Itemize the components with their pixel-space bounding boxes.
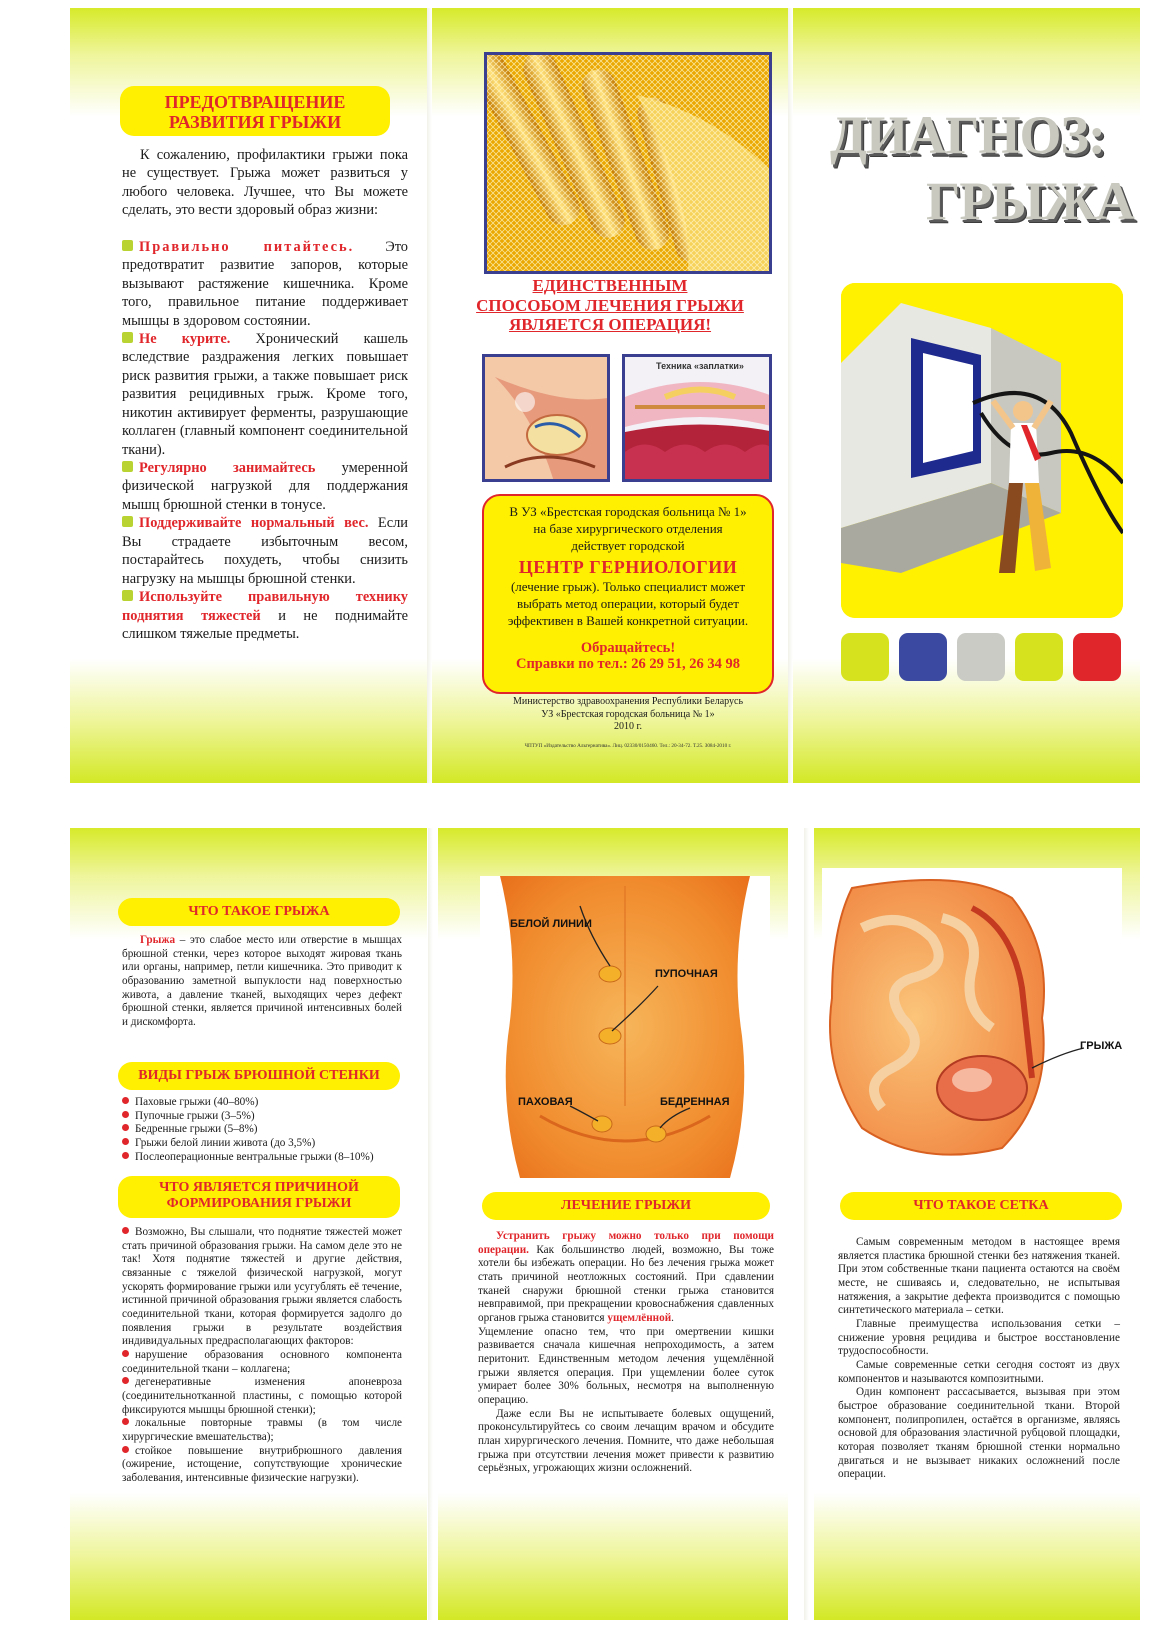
prevention-intro: К сожалению, профилактики грыжи пока не существует. Грыжа может развиться у любого человека. Лучшее, что Вы можете сделать, это вести здоровый образ жизни: bbox=[122, 147, 408, 219]
operation-slogan bbox=[450, 276, 770, 335]
slogan-line1: ЕДИНСТВЕННЫМ bbox=[532, 276, 688, 295]
bullet-icon bbox=[122, 1097, 129, 1104]
hospital-line: УЗ «Брестская городская больница № 1» bbox=[541, 708, 715, 720]
brochure-outer-side bbox=[70, 8, 1140, 783]
intestines-hernia-icon bbox=[822, 868, 1122, 1168]
swatch-blue bbox=[899, 633, 947, 681]
list-item bbox=[122, 1096, 412, 1110]
list-item bbox=[122, 1110, 412, 1124]
list-item-label: Паховые грыжи (40–80%) bbox=[135, 1096, 259, 1108]
definition-text: – это слабое место или отверстие в мышцах брюшной стенки, через которое выходят жировая ткань или органы, например, петли кишечника. Это приводит к образованию заметной выпуклости над поверхностью живота, а давление тканей, выходящих через дефект брюшной стенки, является причиной интенсивных болей и дискомфорта. bbox=[122, 934, 402, 1028]
tip-item bbox=[122, 514, 408, 588]
info-line: на базе хирургического отделения bbox=[533, 520, 723, 536]
factor-item bbox=[122, 1349, 402, 1376]
cover-illustration bbox=[841, 283, 1123, 618]
tip-text: Хронический кашель вследствие раздражения легких повышает риск развития грыжи, а также повышает риск развития рецидивных грыж. Кроме того, никотин активирует ферменты, разрушающие коллаген (главный компонент соединительной ткани). bbox=[122, 330, 408, 458]
center-info-text bbox=[484, 579, 772, 630]
tip-head: Используйте правильную технику поднятия тяжестей bbox=[122, 589, 408, 624]
tip-head: Регулярно занимайтесь bbox=[139, 460, 316, 476]
bullet-icon bbox=[122, 1377, 129, 1384]
label-white-line: БЕЛОЙ ЛИНИИ bbox=[510, 918, 592, 930]
bullet-icon bbox=[122, 461, 133, 472]
abdomen-illustration bbox=[480, 876, 770, 1178]
list-item bbox=[122, 1137, 412, 1151]
treatment-text-1: Как большинство людей, возможно, Вы тоже хотели бы избежать операции. Но без лечения грыжа может стать причиной неотложных состояний. При сдавлении тканей снаружи брюшной стенки грыжа становится невправимой, при прекращении кровоснабжения сдавленных органов грыжа становится bbox=[478, 1243, 774, 1324]
treatment-paragraph: Даже если Вы не испытываете болевых ощущений, проконсультируйтесь со своим лечащим врачом и обсудите план хирургического лечения. Помните, что даже небольшая грыжа при отсутствии лечения может привести к развитию серьёзных, угрожающих жизни осложнений. bbox=[478, 1407, 774, 1475]
cover-title-line2: ГРЫЖА bbox=[926, 171, 1134, 231]
info-line: эффективен в Вашей конкретной ситуации. bbox=[507, 612, 749, 628]
hernia-types-title: ВИДЫ ГРЫЖ БРЮШНОЙ СТЕНКИ bbox=[118, 1062, 400, 1090]
imprint: ЧПТУП «Издательство Альтернатива». Лиц. 02330/0150460. Тел.: 20-34-72. Т.25. З084-2010 г. bbox=[524, 743, 732, 749]
center-info-box bbox=[482, 494, 774, 694]
mesh-text bbox=[838, 1236, 1120, 1482]
factor-item bbox=[122, 1376, 402, 1417]
tip-item bbox=[122, 330, 408, 459]
causes-intro-text: Возможно, Вы слышали, что поднятие тяжестей может стать причиной образования грыжи. На самом деле это не так! Хотя поднятие тяжестей и другие действия, связанные с тяжелой физической нагрузкой, могут ускорять формирование грыжи или усугублять её течение, истинной причиной образования грыжи является слабость соединительной ткани, которая формируется задолго до появления грыжи в результате воздействия индивидуальных предрасполагающих факторов: bbox=[122, 1226, 402, 1348]
tip-item bbox=[122, 238, 408, 330]
swatch-red bbox=[1073, 633, 1121, 681]
center-info-text bbox=[484, 504, 772, 555]
list-item-label: Пупочные грыжи (3–5%) bbox=[135, 1109, 255, 1122]
mesh-paragraph: Самым современным методом в настоящее время является пластика брюшной стенки без натяжения тканей. При этом собственные ткани пациента остаются на своём месте, не сшиваясь и, следовательно, не испытывая натяжения, а закрытие дефекта производится с помощью синтетического материала – сетки. bbox=[838, 1236, 1120, 1317]
center-name: ЦЕНТР ГЕРНИОЛОГИИ bbox=[518, 556, 738, 577]
cover-title-line1: ДИАГНОЗ: bbox=[830, 105, 1105, 165]
bullet-icon bbox=[122, 240, 133, 251]
bullet-icon bbox=[122, 1111, 129, 1118]
factor-item bbox=[122, 1445, 402, 1486]
info-line: (лечение грыж). Только специалист может bbox=[510, 578, 746, 594]
mesh-title: ЧТО ТАКОЕ СЕТКА bbox=[840, 1192, 1122, 1220]
tip-item bbox=[122, 588, 408, 643]
bullet-icon bbox=[122, 1418, 129, 1425]
fold-line bbox=[804, 828, 809, 1620]
year-line: 2010 г. bbox=[614, 721, 642, 732]
mesh-paragraph: Главные преимущества использования сетки – снижение уровня рецидива и быстрое восстановление трудоспособности. bbox=[838, 1317, 1120, 1358]
gloved-hand-mesh-icon bbox=[487, 55, 772, 274]
label-umbilical: ПУПОЧНАЯ bbox=[655, 968, 718, 980]
mesh-paragraph: Один компонент рассасывается, вызывая при этом быстрое образование соединительной ткани. Второй компонент, полипропилен, остаётся в организме, являясь основой для образования эластичной рубцовой площадки, которая позволяет тканям брюшной стенки нормально двигаться и не вызывает никаких осложнений после операции. bbox=[838, 1386, 1120, 1481]
color-swatches bbox=[841, 633, 1123, 681]
list-item-label: Грыжи белой линии живота (до 3,5%) bbox=[135, 1136, 316, 1149]
mesh-technique-icon bbox=[625, 357, 772, 482]
bullet-icon bbox=[122, 516, 133, 527]
treatment-title: ЛЕЧЕНИЕ ГРЫЖИ bbox=[482, 1192, 770, 1220]
mesh-photo bbox=[484, 52, 772, 274]
hernia-cross-section-illustration bbox=[822, 868, 1122, 1168]
tip-item bbox=[122, 459, 408, 514]
tip-text: Это предотвратит развитие запоров, которые вызывают растяжение кишечника. Кроме того, правильное питание поддерживает мышцы в здоровом состоянии. bbox=[122, 238, 408, 329]
surgery-icon bbox=[485, 357, 610, 482]
causes-intro bbox=[122, 1226, 402, 1349]
list-item bbox=[122, 1123, 412, 1137]
slogan-line3: ЯВЛЯЕТСЯ ОПЕРАЦИЯ! bbox=[508, 315, 712, 335]
treatment-lead: Устранить грыжу можно только при помощи операции. bbox=[478, 1230, 774, 1256]
tip-text: умеренной физической нагрузкой для поддержания мышц брюшной стенки в тонусе. bbox=[122, 460, 409, 513]
surgery-illustration bbox=[482, 354, 610, 482]
hernia-term: Грыжа bbox=[140, 934, 176, 946]
factor-item bbox=[122, 1417, 402, 1444]
info-line: В УЗ «Брестская городская больница № 1» bbox=[509, 504, 747, 519]
treatment-paragraph bbox=[478, 1230, 774, 1326]
treatment-text-end: . bbox=[671, 1311, 674, 1324]
info-line: выбрать метод операции, который будет bbox=[517, 595, 739, 611]
prevention-title-line1: ПРЕДОТВРАЩЕНИЕ bbox=[164, 92, 346, 112]
monitor-and-man-icon bbox=[841, 283, 1123, 618]
bullet-icon bbox=[122, 1138, 129, 1145]
fold-line bbox=[428, 828, 433, 1620]
list-item-label: Бедренные грыжи (5–8%) bbox=[135, 1123, 258, 1136]
causes-title bbox=[118, 1176, 400, 1218]
tip-text: и не поднимайте слишком тяжелые предметы. bbox=[122, 607, 409, 642]
factor-text: дегенеративные изменения апоневроза (соединительнотканной пластины, с помощью которой фиксируются мышцы брюшной стенки); bbox=[122, 1376, 402, 1416]
tip-head: Не курите. bbox=[139, 330, 231, 347]
prevention-title bbox=[120, 86, 390, 136]
tip-head: Поддерживайте нормальный вес. bbox=[139, 515, 369, 532]
factor-text: локальные повторные травмы (в том числе хирургические вмешательства); bbox=[122, 1417, 402, 1443]
swatch-grey bbox=[957, 633, 1005, 681]
cover-title bbox=[830, 105, 1134, 231]
tip-text: Если Вы страдаете избыточным весом, постарайтесь похудеть, чтобы снизить нагрузку на мышцы брюшной стенки. bbox=[122, 515, 408, 587]
mesh-technique-label: Техника «заплатки» bbox=[656, 361, 744, 371]
treatment-text bbox=[478, 1230, 774, 1476]
brochure-inner-side bbox=[70, 828, 1140, 1620]
factor-text: стойкое повышение внутрибрюшного давления (ожирение, истощение, сопутствующие хронические заболевания, интенсивные физические нагрузки). bbox=[122, 1444, 402, 1484]
hernia-types-list bbox=[122, 1096, 412, 1164]
info-line: действует городской bbox=[571, 537, 685, 553]
bullet-icon bbox=[122, 1227, 129, 1234]
causes-text bbox=[122, 1226, 402, 1485]
phone-numbers: Справки по тел.: 26 29 51, 26 34 98 bbox=[515, 655, 741, 672]
slogan-line2: СПОСОБОМ ЛЕЧЕНИЯ ГРЫЖИ bbox=[476, 295, 744, 315]
bullet-icon bbox=[122, 590, 133, 601]
prevention-title-line2: РАЗВИТИЯ ГРЫЖИ bbox=[168, 112, 342, 133]
swatch-lime bbox=[841, 633, 889, 681]
tip-head: Правильно питайтесь. bbox=[139, 238, 355, 255]
what-is-hernia-title: ЧТО ТАКОЕ ГРЫЖА bbox=[118, 898, 400, 926]
label-hernia: ГРЫЖА bbox=[1080, 1040, 1122, 1052]
factor-text: нарушение образования основного компонента соединительной ткани – коллагена; bbox=[122, 1348, 402, 1375]
causes-title-line2: ФОРМИРОВАНИЯ ГРЫЖИ bbox=[166, 1195, 352, 1211]
publisher-info bbox=[480, 696, 776, 734]
definition-paragraph bbox=[122, 934, 402, 1030]
bullet-icon bbox=[122, 1152, 129, 1159]
treatment-paragraph: Ущемление опасно тем, что при омертвении кишки развивается сначала кишечная непроходимость, а затем перитонит. Единственным методом лечения ущемлённой грыжи является операция. При ущемлении более суток умирает более 30% больных, несмотря на выполненную операцию. bbox=[478, 1325, 774, 1406]
mesh-paragraph: Самые современные сетки сегодня состоят из двух компонентов и называются композитными. bbox=[838, 1358, 1120, 1385]
bullet-icon bbox=[122, 1124, 129, 1131]
prevention-text bbox=[122, 146, 408, 643]
strangulated-term: ущемлённой bbox=[607, 1311, 672, 1324]
mesh-technique-diagram bbox=[622, 354, 772, 482]
list-item bbox=[122, 1151, 412, 1165]
bullet-icon bbox=[122, 1446, 129, 1453]
bullet-icon bbox=[122, 1350, 129, 1357]
label-inguinal: ПАХОВАЯ bbox=[518, 1096, 573, 1108]
causes-title-line1: ЧТО ЯВЛЯЕТСЯ ПРИЧИНОЙ bbox=[159, 1180, 359, 1195]
ministry-line: Министерство здравоохранения Республики Беларусь bbox=[512, 696, 744, 707]
what-is-hernia-text bbox=[122, 934, 402, 1030]
call-to-action: Обращайтесь! bbox=[580, 639, 676, 656]
list-item-label: Послеоперационные вентральные грыжи (8–10%) bbox=[135, 1150, 374, 1163]
bullet-icon bbox=[122, 332, 133, 343]
swatch-yellow-green bbox=[1015, 633, 1063, 681]
label-femoral: БЕДРЕННАЯ bbox=[660, 1096, 730, 1108]
